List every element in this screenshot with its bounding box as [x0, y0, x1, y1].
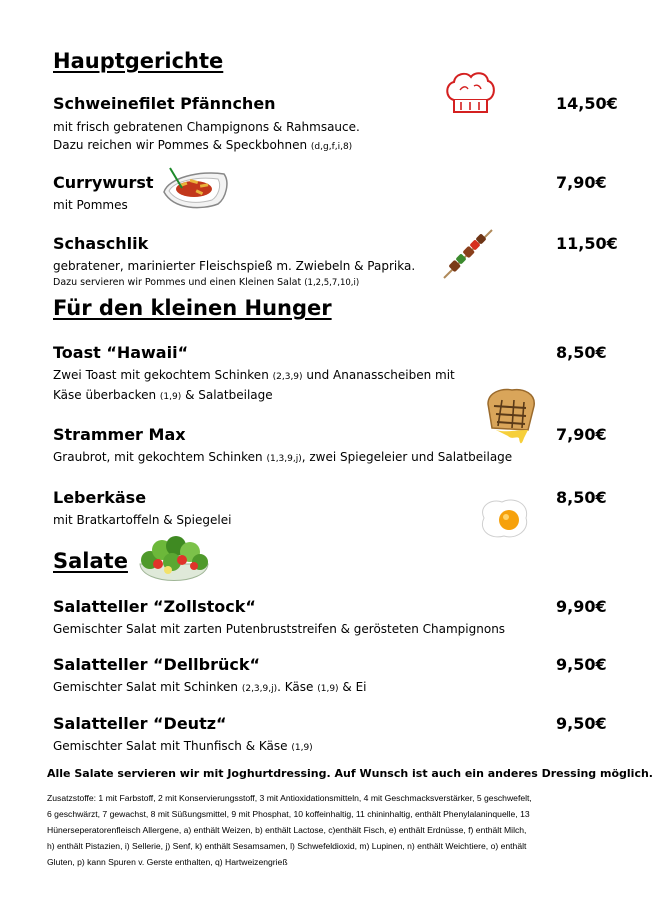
- item-price-deutz: 9,50€: [556, 714, 607, 733]
- allergen-codes: (1,3,9,j): [266, 454, 302, 464]
- desc-text: Dazu servieren wir Pommes und einen Kleinen Salat: [53, 277, 302, 288]
- allergen-codes: (1,2,5,7,10,i): [304, 278, 360, 288]
- item-name-schweinefilet: Schweinefilet Pfännchen: [53, 94, 276, 113]
- item-desc-toast: [53, 366, 455, 406]
- allergen-codes: (1,9): [291, 743, 313, 753]
- desc-text: Graubrot, mit gekochtem Schinken: [53, 450, 263, 464]
- additives-footnote: [47, 790, 647, 870]
- footnote-line: Zusatzstoffe: 1 mit Farbstoff, 2 mit Konservierungsstoff, 3 mit Antioxidationsmitteln, 4 mit Geschmacksverstärker, 5 geschwefelt,: [47, 793, 532, 803]
- item-desc-leberkaese: mit Bratkartoffeln & Spiegelei: [53, 513, 232, 527]
- desc-text: Käse überbacken: [53, 388, 157, 402]
- desc-text: Gemischter Salat mit Schinken: [53, 680, 238, 694]
- dressing-note: Alle Salate servieren wir mit Joghurtdressing. Auf Wunsch ist auch ein anderes Dressing möglich.: [47, 767, 653, 780]
- item-price-dellbrueck: 9,50€: [556, 655, 607, 674]
- item-name-deutz: Salatteller “Deutz“: [53, 714, 227, 733]
- item-name-schaschlik: Schaschlik: [53, 234, 149, 253]
- item-price-toast: 8,50€: [556, 343, 607, 362]
- section-heading-small: Für den kleinen Hunger: [53, 296, 332, 320]
- item-desc-line: mit frisch gebratenen Champignons & Rahmsauce.: [53, 120, 360, 134]
- footnote-line: h) enthält Pistazien, i) Sellerie, j) Senf, k) enthält Sesamsamen, l) Schwefeldioxid, m) Lupinen, n) enthält Weichtiere, o) enthält: [47, 841, 527, 851]
- item-name-currywurst: Currywurst: [53, 173, 154, 192]
- item-price-currywurst: 7,90€: [556, 173, 607, 192]
- item-price-schaschlik: 11,50€: [556, 234, 618, 253]
- item-name-leberkaese: Leberkäse: [53, 488, 147, 507]
- item-name-strammer: Strammer Max: [53, 425, 186, 444]
- item-desc-line: [53, 366, 455, 386]
- item-desc-schweinefilet: [53, 118, 360, 156]
- desc-text: & Ei: [342, 680, 367, 694]
- item-desc-line: [53, 136, 360, 156]
- currywurst-plate-icon: [160, 164, 230, 214]
- desc-text: Gemischter Salat mit Thunfisch & Käse: [53, 739, 288, 753]
- allergen-codes: (d,g,f,i,8): [310, 142, 353, 152]
- desc-text: & Salatbeilage: [185, 388, 273, 402]
- desc-text: und Ananasscheiben mit: [306, 368, 455, 382]
- allergen-codes: (2,3,9): [272, 372, 303, 382]
- grilled-toast-icon: [482, 384, 542, 450]
- item-desc-zollstock: Gemischter Salat mit zarten Putenbruststreifen & gerösteten Champignons: [53, 622, 506, 636]
- item-price-strammer: 7,90€: [556, 425, 607, 444]
- item-name-zollstock: Salatteller “Zollstock“: [53, 597, 256, 616]
- item-desc-line: [53, 275, 415, 291]
- footnote-line: Hünerseperatorenfleisch Allergene, a) enthält Weizen, b) enthält Lactose, c)enthält Fisch, e) enthält Erdnüsse, f) enthält Milch,: [47, 825, 527, 835]
- item-desc-line: gebratener, marinierter Fleischspieß m. Zwiebeln & Paprika.: [53, 259, 416, 273]
- footnote-line: 6 geschwärzt, 7 gewachst, 8 mit Süßungsmittel, 9 mit Phosphat, 10 koffeinhaltig, 11 chininhaltig, enthält Phenylalaninquelle, 13: [47, 809, 530, 819]
- desc-text: Zwei Toast mit gekochtem Schinken: [53, 368, 269, 382]
- item-price-schweinefilet: 14,50€: [556, 94, 618, 113]
- fried-egg-icon: [476, 496, 532, 542]
- item-name-dellbrueck: Salatteller “Dellbrück“: [53, 655, 261, 674]
- item-desc-deutz: [53, 737, 313, 757]
- item-desc-dellbrueck: [53, 678, 367, 698]
- skewer-icon: [440, 226, 496, 282]
- item-desc-line: [53, 386, 455, 406]
- item-desc-currywurst: mit Pommes: [53, 198, 128, 212]
- item-desc-schaschlik: [53, 257, 415, 291]
- allergen-codes: (1,9): [317, 684, 339, 694]
- allergen-codes: (2,3,9,j): [241, 684, 278, 694]
- desc-text: . Käse: [277, 680, 314, 694]
- salad-bowl-icon: [134, 534, 214, 592]
- item-name-toast: Toast “Hawaii“: [53, 343, 189, 362]
- item-price-zollstock: 9,90€: [556, 597, 607, 616]
- allergen-codes: (1,9): [159, 392, 182, 402]
- item-price-leberkaese: 8,50€: [556, 488, 607, 507]
- section-heading-main: Hauptgerichte: [53, 49, 224, 73]
- desc-text: , zwei Spiegeleier und Salatbeilage: [301, 450, 513, 464]
- item-desc-strammer: [53, 448, 512, 468]
- chef-hat-icon: [444, 70, 496, 118]
- section-heading-salads: Salate: [53, 549, 128, 573]
- footnote-line: Gluten, p) kann Spuren v. Gerste enthalten, q) Hartweizengrieß: [47, 857, 288, 867]
- desc-text: Dazu reichen wir Pommes & Speckbohnen: [53, 138, 308, 152]
